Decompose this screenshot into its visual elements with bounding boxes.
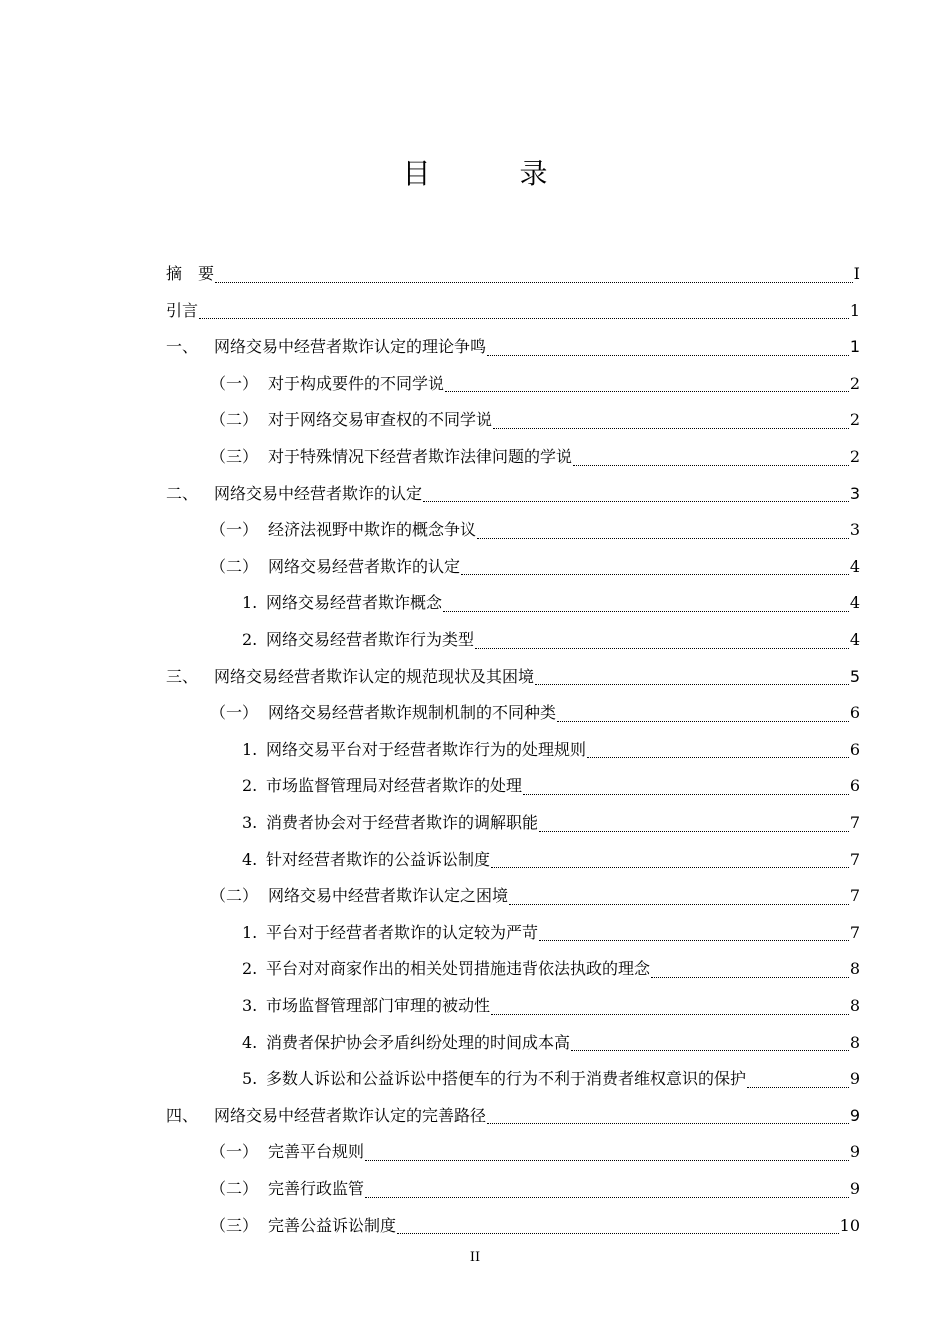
toc-entry-number: 1. <box>242 922 258 942</box>
toc-entry[interactable] <box>242 809 860 837</box>
toc-dot-leader <box>747 1087 849 1088</box>
toc-dot-leader <box>491 1014 849 1015</box>
toc-entry[interactable] <box>210 553 860 581</box>
toc-entry-label: 引言 <box>166 300 199 320</box>
toc-entry-number: 4. <box>242 849 258 869</box>
toc-entry-number: 1. <box>242 739 258 759</box>
toc-entry-number: 3. <box>242 996 258 1015</box>
toc-entry-label: 多数人诉讼和公益诉讼中搭便车的行为不利于消费者维权意识的保护 <box>266 1069 747 1089</box>
toc-entry-page: 9 <box>849 1105 860 1125</box>
toc-entry-page: 4 <box>849 630 860 649</box>
toc-entry[interactable] <box>242 919 860 947</box>
toc-entry-number: （三） <box>210 1215 259 1235</box>
toc-entry[interactable] <box>242 589 860 617</box>
toc-entry[interactable] <box>166 260 860 288</box>
toc-dot-leader <box>475 648 849 649</box>
toc-entry-label: 市场监督管理局对经营者欺诈的处理 <box>266 776 523 796</box>
toc-entry-page: 6 <box>849 703 860 723</box>
toc-entry-page: 2 <box>849 410 860 430</box>
toc-entry-label: 网络交易中经营者欺诈的认定 <box>214 483 423 503</box>
toc-entry-number: 5. <box>242 1069 258 1089</box>
toc-dot-leader <box>487 1123 849 1124</box>
toc-entry-page: 9 <box>849 1179 860 1198</box>
toc-entry-page: 8 <box>849 959 860 979</box>
toc-entry-number: 2. <box>242 630 258 649</box>
toc-entry-number: 2. <box>242 959 258 979</box>
toc-entry[interactable] <box>242 992 860 1020</box>
toc-entry-number: 3. <box>242 813 258 832</box>
toc-entry[interactable] <box>166 1102 860 1130</box>
toc-entry-label: 网络交易中经营者欺诈认定的理论争鸣 <box>214 337 487 357</box>
toc-entry-number: （二） <box>210 410 259 430</box>
toc-entry-label: 网络交易经营者欺诈行为类型 <box>266 630 475 649</box>
toc-entry-label: 网络交易经营者欺诈认定的规范现状及其困境 <box>214 666 535 686</box>
toc-entry-page: 1 <box>849 337 860 357</box>
toc-entry-page: 9 <box>849 1142 860 1162</box>
toc-entry-page: 2 <box>849 373 860 393</box>
toc-entry-page: 4 <box>849 593 860 613</box>
toc-entry[interactable] <box>210 1212 860 1240</box>
toc-dot-leader <box>539 940 849 941</box>
toc-entry-number: （一） <box>210 1142 259 1162</box>
toc-entry-page: 10 <box>839 1215 860 1235</box>
toc-entry[interactable] <box>242 1065 860 1093</box>
toc-entry-page: 8 <box>849 996 860 1015</box>
toc-dot-leader <box>423 501 849 502</box>
page-number-footer: II <box>469 1250 481 1265</box>
toc-entry[interactable] <box>242 736 860 764</box>
toc-dot-leader <box>491 867 849 868</box>
toc-dot-leader <box>365 1160 849 1161</box>
toc-entry-number: 二、 <box>166 483 199 503</box>
toc-entry[interactable] <box>210 370 860 398</box>
toc-entry-page: 2 <box>849 447 860 466</box>
toc-dot-leader <box>461 574 849 575</box>
toc-entry-page: 8 <box>849 1032 860 1052</box>
toc-entry-label: 平台对对商家作出的相关处罚措施违背依法执政的理念 <box>266 959 651 979</box>
toc-entry-number: （一） <box>210 703 259 723</box>
toc-entry-label: 网络交易中经营者欺诈认定的完善路径 <box>214 1105 487 1125</box>
toc-dot-leader <box>557 721 849 722</box>
toc-entry-number: 2. <box>242 776 258 796</box>
toc-entry[interactable] <box>210 1175 860 1203</box>
toc-dot-leader <box>365 1197 849 1198</box>
toc-entry-number: 4. <box>242 1032 258 1052</box>
toc-entry-label: 针对经营者欺诈的公益诉讼制度 <box>266 849 491 869</box>
toc-entry[interactable] <box>242 846 860 874</box>
toc-entry[interactable] <box>210 406 860 434</box>
toc-dot-leader <box>535 684 849 685</box>
toc-dot-leader <box>509 904 849 905</box>
toc-entry-number: （二） <box>210 1179 259 1198</box>
toc-entry-page: 1 <box>849 300 860 320</box>
toc-entry-label: 消费者保护协会矛盾纠纷处理的时间成本高 <box>266 1032 571 1052</box>
toc-entry-page: 3 <box>849 483 860 503</box>
toc-entry[interactable] <box>242 772 860 800</box>
toc-entry[interactable] <box>210 882 860 910</box>
toc-dot-leader <box>571 1050 849 1051</box>
toc-entry-page: 5 <box>849 666 860 686</box>
toc-dot-leader <box>651 977 849 978</box>
toc-entry[interactable] <box>210 516 860 544</box>
toc-entry-number: 1. <box>242 593 258 613</box>
toc-entry-number: （一） <box>210 520 259 540</box>
toc-entry-page: 7 <box>849 922 860 942</box>
toc-entry-number: （一） <box>210 373 259 393</box>
toc-entry[interactable] <box>166 663 860 691</box>
toc-dot-leader <box>443 611 849 612</box>
toc-entry-number: 摘 要 <box>166 264 215 283</box>
toc-entry[interactable] <box>210 699 860 727</box>
toc-entry-label: 网络交易经营者欺诈规制机制的不同种类 <box>268 703 557 723</box>
toc-entry[interactable] <box>210 1138 860 1166</box>
toc-dot-leader <box>445 391 849 392</box>
toc-dot-leader <box>573 465 849 466</box>
toc-entry-number: 四、 <box>166 1105 199 1125</box>
toc-entry[interactable] <box>242 626 860 654</box>
toc-entry-label: 完善公益诉讼制度 <box>268 1215 397 1235</box>
toc-entry[interactable] <box>210 443 860 471</box>
toc-entry-label: 平台对于经营者者欺诈的认定较为严苛 <box>266 922 539 942</box>
toc-entry-label: 网络交易平台对于经营者欺诈行为的处理规则 <box>266 739 587 759</box>
toc-entry-label: 网络交易中经营者欺诈认定之困境 <box>268 886 509 906</box>
toc-dot-leader <box>487 355 849 356</box>
toc-entry-page: 4 <box>849 556 860 576</box>
toc-entry-number: 一、 <box>166 337 199 357</box>
toc-entry[interactable] <box>166 297 860 325</box>
toc-entry-number: （二） <box>210 886 259 906</box>
toc-dot-leader <box>539 831 849 832</box>
toc-dot-leader <box>215 282 853 283</box>
toc-entry-label: 对于特殊情况下经营者欺诈法律问题的学说 <box>268 447 573 466</box>
toc-dot-leader <box>477 538 849 539</box>
toc-entry-label: 对于构成要件的不同学说 <box>268 373 445 393</box>
toc-entry[interactable] <box>166 333 860 361</box>
toc-dot-leader <box>587 757 849 758</box>
toc-entry-page: 6 <box>849 776 860 796</box>
toc-dot-leader <box>199 318 849 319</box>
toc-entry-page: 7 <box>849 849 860 869</box>
toc-dot-leader <box>523 794 849 795</box>
toc-entry-label: 对于网络交易审查权的不同学说 <box>268 410 493 430</box>
toc-entry-page: 3 <box>849 520 860 540</box>
toc-entry-page: 6 <box>849 739 860 759</box>
page-title: 目 录 <box>402 157 588 190</box>
toc-entry-label: 消费者协会对于经营者欺诈的调解职能 <box>266 813 539 832</box>
toc-entry[interactable] <box>166 480 860 508</box>
toc-entry-page: 7 <box>849 813 860 832</box>
toc-entry-number: （三） <box>210 447 259 466</box>
toc-entry-label: 市场监督管理部门审理的被动性 <box>266 996 491 1015</box>
toc-entry-number: （二） <box>210 556 259 576</box>
toc-entry-label: 网络交易经营者欺诈的认定 <box>268 556 461 576</box>
toc-dot-leader <box>493 428 849 429</box>
toc-entry-page: I <box>853 264 860 283</box>
toc-dot-leader <box>397 1233 839 1234</box>
toc-entry-label: 经济法视野中欺诈的概念争议 <box>268 520 477 540</box>
toc-entry-label: 网络交易经营者欺诈概念 <box>266 593 443 613</box>
toc-entry[interactable] <box>242 1029 860 1057</box>
toc-entry-label: 完善平台规则 <box>268 1142 365 1162</box>
toc-entry[interactable] <box>242 955 860 983</box>
toc-entry-number: 三、 <box>166 666 199 686</box>
toc-entry-page: 9 <box>849 1069 860 1089</box>
toc-entry-page: 7 <box>849 886 860 906</box>
toc-entry-label: 完善行政监管 <box>268 1179 365 1198</box>
